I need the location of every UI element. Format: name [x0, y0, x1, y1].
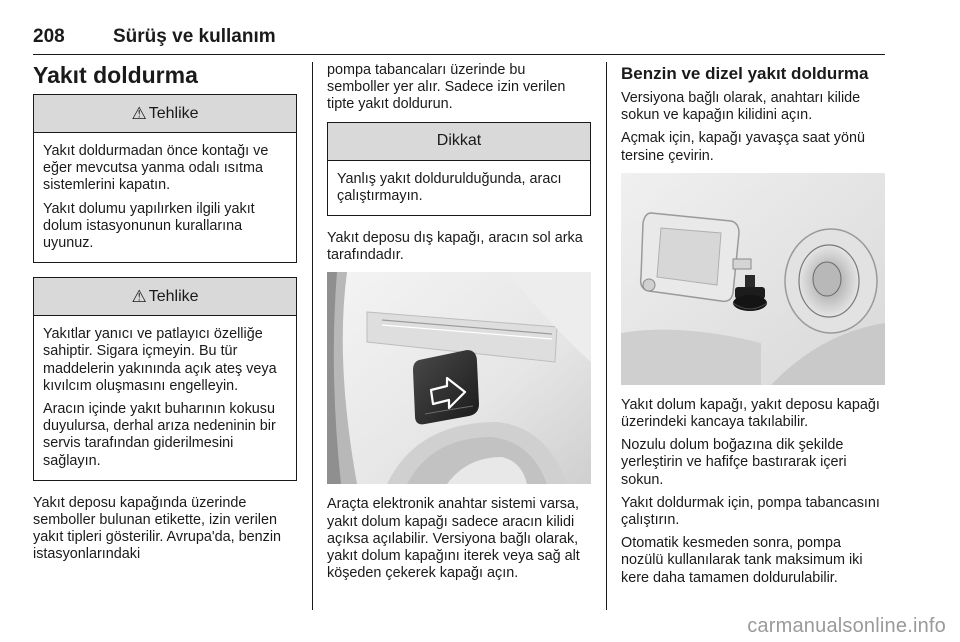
- body-paragraph: Yakıt dolum kapağı, yakıt deposu kapağı üzerindeki kancaya takılabilir.: [621, 396, 880, 431]
- column-divider: [312, 62, 313, 610]
- body-paragraph: Versiyona bağlı olarak, anahtarı kilide sokun ve kapağın kilidini açın.: [621, 90, 861, 124]
- warning-box: [33, 94, 297, 263]
- subsection-title: Benzin ve dizel yakıt doldurma: [621, 64, 869, 83]
- warning-triangle-icon: ⚠: [131, 103, 147, 123]
- watermark: carmanualsonline.info: [747, 615, 946, 637]
- warning-text: Aracın içinde yakıt buharının kokusu duyulursa, derhal arıza nedeninin bir servis tarafından giderilmesini sağlayın.: [43, 401, 276, 469]
- column-divider: [606, 62, 607, 610]
- body-paragraph: Otomatik kesmeden sonra, pompa nozülü kullanılarak tank maksimum iki kere daha tamamen doldurulabilir.: [621, 535, 863, 586]
- notice-title: Dikkat: [436, 132, 482, 150]
- body-paragraph: Araçta elektronik anahtar sistemi varsa, yakıt dolum kapağı sadece aracın kilidi açıksa açılabilir. Versiyona bağlı olarak, yakıt dolum kapağını iterek veya sağ alt köşeden çekerek kapağı açın.: [327, 496, 580, 582]
- running-title: Sürüş ve kullanım: [113, 26, 276, 47]
- column-middle: [327, 62, 591, 588]
- warning-header: [34, 95, 296, 133]
- body-paragraph: Yakıt deposu dış kapağı, aracın sol arka tarafındadır.: [327, 230, 583, 264]
- fuel-cap-illustration: [621, 173, 885, 385]
- warning-box: [33, 277, 297, 481]
- body-paragraph: Nozulu dolum boğazına dik şekilde yerleştirin ve hafifçe bastırarak içeri sokun.: [621, 437, 847, 488]
- body-paragraph: Yakıt doldurmak için, pompa tabancasını çalıştırın.: [621, 494, 880, 529]
- warning-header: [34, 278, 296, 316]
- notice-box: [327, 122, 591, 216]
- section-title: Yakıt doldurma: [33, 62, 198, 88]
- column-right: [621, 62, 885, 593]
- column-left: [33, 62, 297, 570]
- notice-text: Yanlış yakıt doldurulduğunda, aracı çalıştırmayın.: [337, 170, 562, 204]
- body-paragraph: pompa tabancaları üzerinde bu semboller yer alır. Sadece izin verilen tipte yakıt doldurun.: [327, 62, 566, 113]
- page-header: [33, 26, 885, 55]
- warning-text: Yakıtlar yanıcı ve patlayıcı özelliğe sahiptir. Sigara içmeyin. Bu tür maddelerin yakınında açık ateş veya kıvılcım oluşmasını engelleyin.: [43, 326, 277, 394]
- warning-title: Tehlike: [148, 104, 199, 122]
- body-paragraph: Açmak için, kapağı yavaşça saat yönü tersine çevirin.: [621, 130, 865, 164]
- warning-title: Tehlike: [148, 287, 199, 305]
- notice-header: [328, 123, 590, 161]
- body-paragraph: Yakıt deposu kapağında üzerinde semboller bulunan etikette, izin verilen yakıt tipleri gösterilir. Avrupa'da, benzin istasyonlarındaki: [33, 494, 282, 563]
- warning-text: Yakıt dolumu yapılırken ilgili yakıt dolum istasyonunun kurallarına uyunuz.: [43, 200, 255, 252]
- page-number: 208: [33, 26, 65, 47]
- fuel-flap-illustration: [327, 272, 591, 484]
- warning-text: Yakıt doldurmadan önce kontağı ve eğer mevcutsa yanma odalı ısıtma sistemlerini kapatın.: [43, 143, 269, 194]
- warning-triangle-icon: ⚠: [131, 286, 147, 306]
